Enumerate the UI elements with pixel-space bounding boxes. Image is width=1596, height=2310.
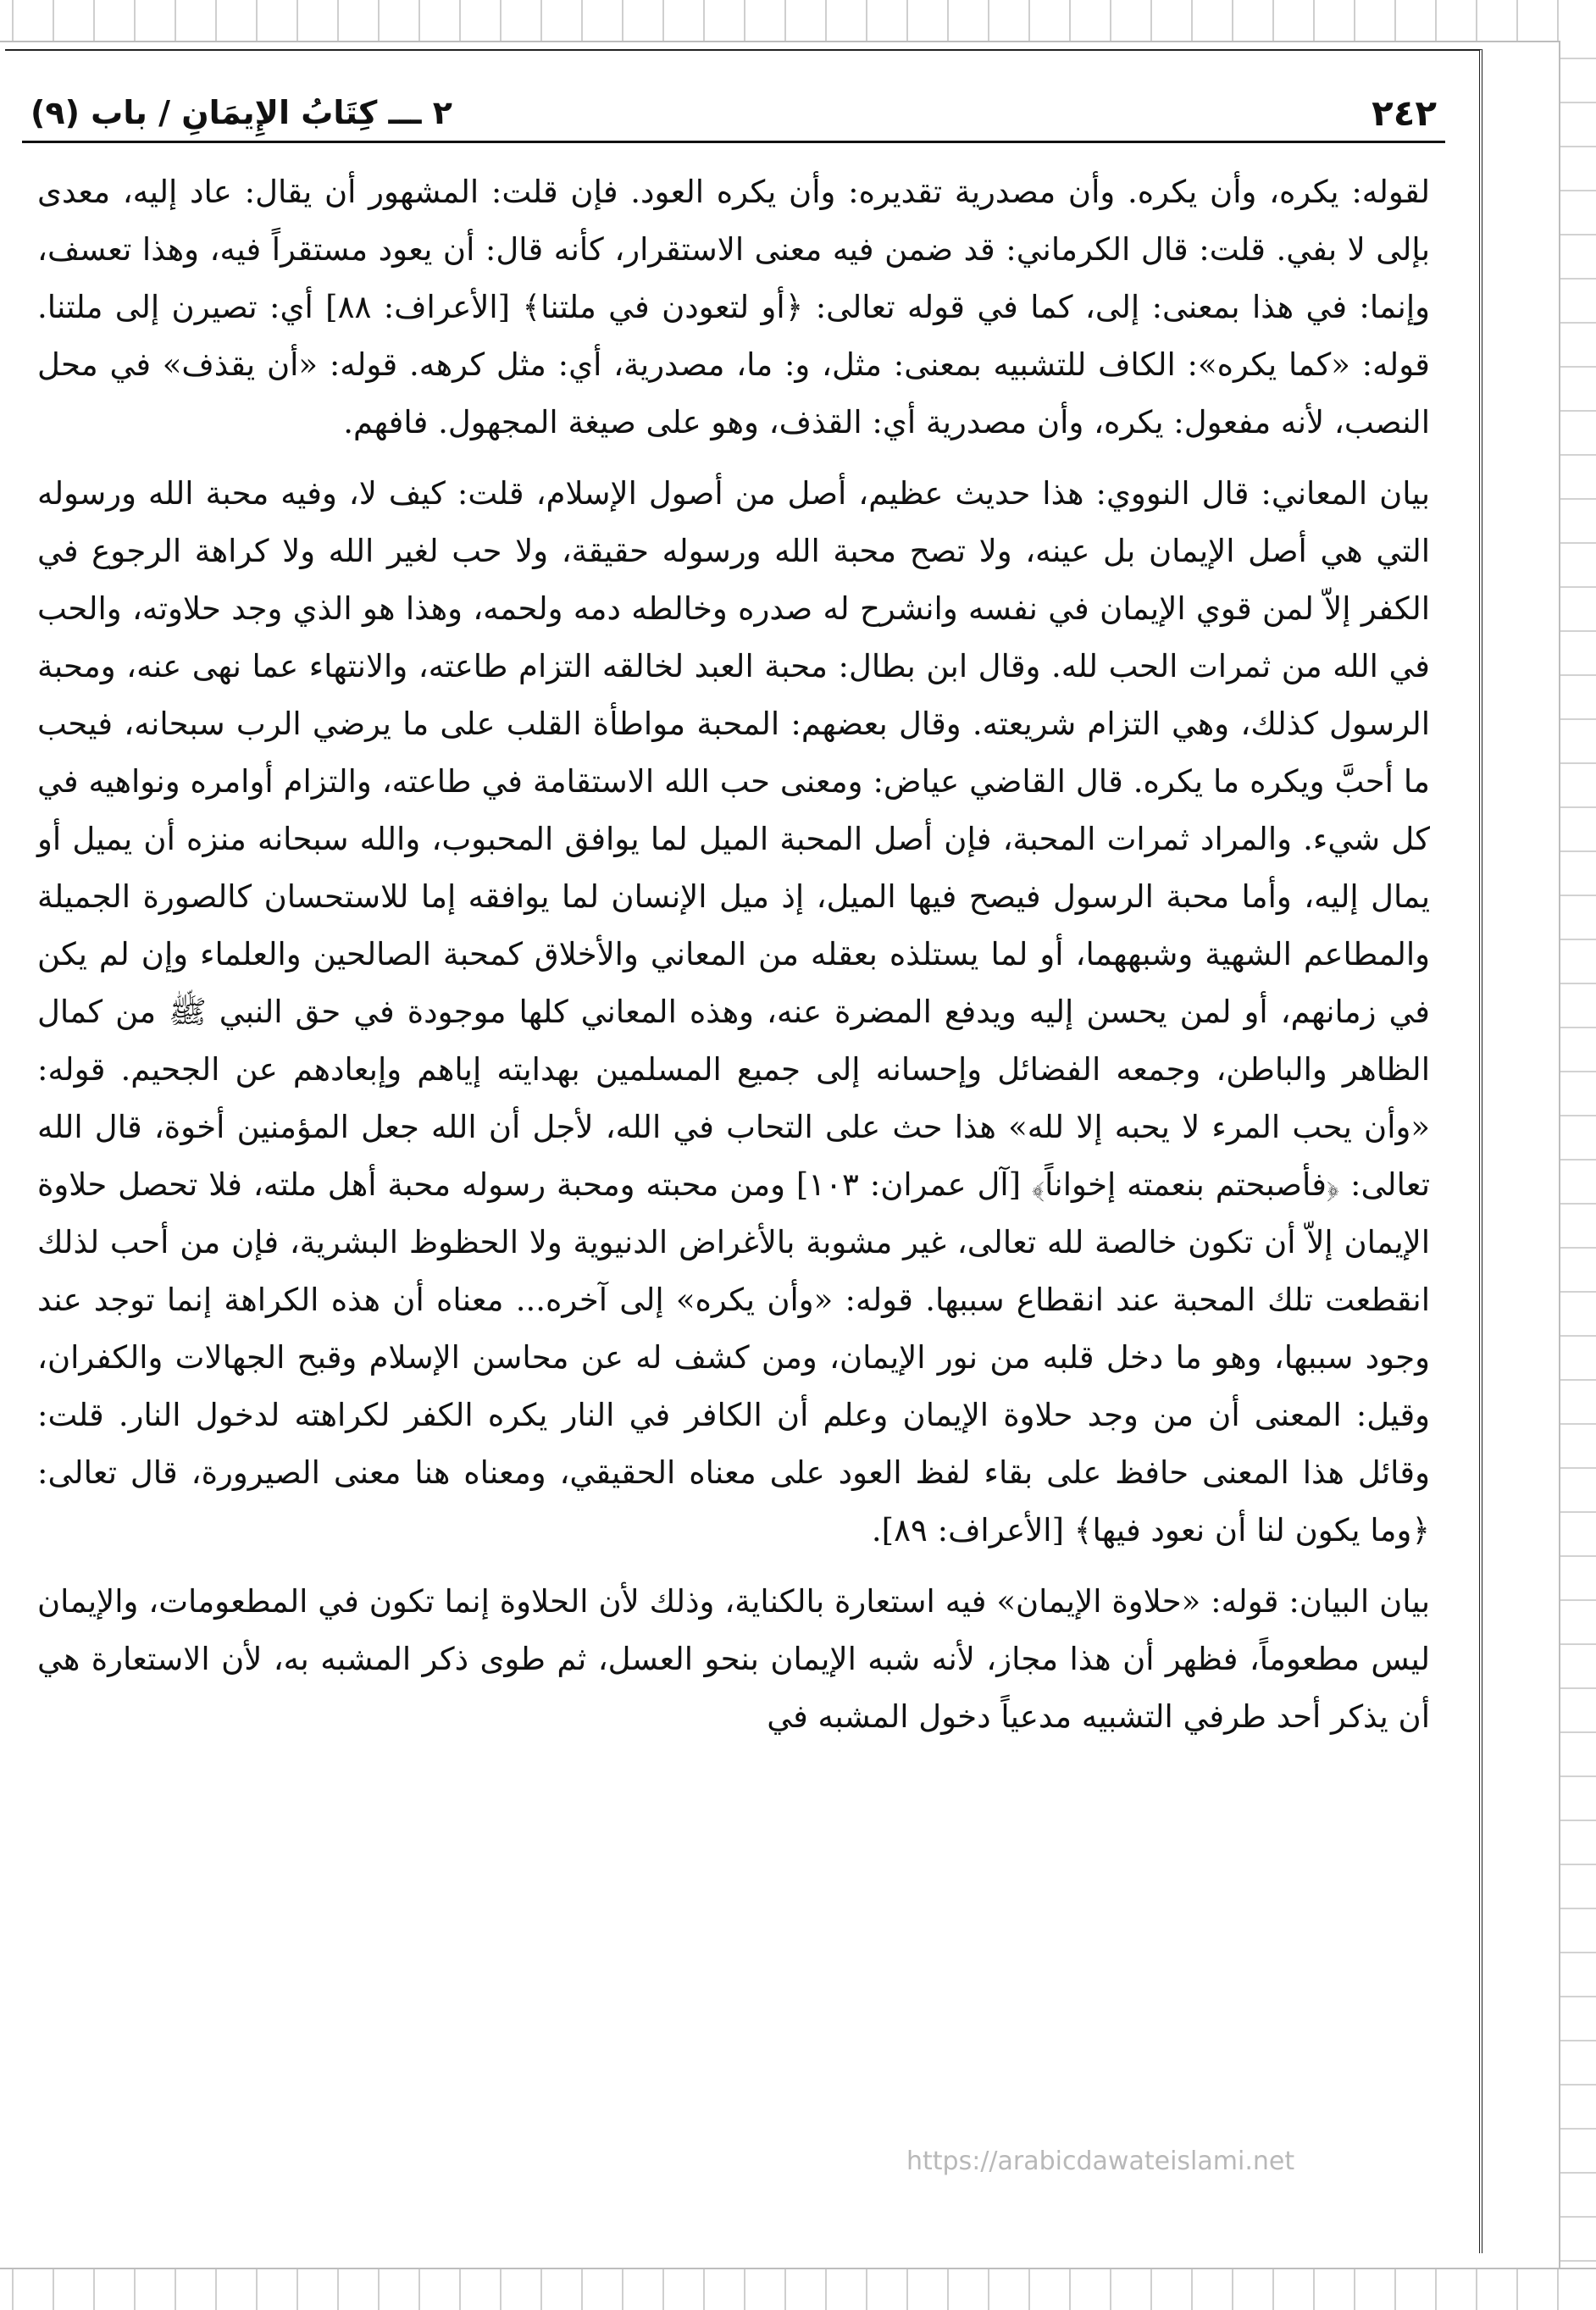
scan-border-bottom	[0, 2268, 1596, 2310]
watermark: https://arabicdawateislami.net	[906, 2147, 1295, 2176]
paragraph-3: بيان البيان: قوله: «حلاوة الإيمان» فيه استعارة بالكناية، وذلك لأن الحلاوة إنما تكون في المطعومات، والإيمان ليس مطعوماً، فظهر أن هذا مجاز، لأنه شبه الإيمان بنحو العسل، ثم طوى ذكر المشبه به، لأن الاستعارة هي أن يذكر أحد طرفي التشبيه مدعياً دخول المشبه في	[37, 1583, 1430, 1735]
scan-border-right	[1559, 41, 1596, 2269]
page-header	[22, 85, 1445, 143]
scan-border-top	[0, 0, 1596, 42]
book-page	[22, 85, 1445, 2219]
paragraph-1: لقوله: يكره، وأن يكره. وأن مصدرية تقديره: وأن يكره العود. فإن قلت: المشهور أن يقال: عاد إليه، معدى بإلى لا بفي. قلت: قال الكرماني: قد ضمن فيه معنى الاستقرار، كأنه قال: أن يعود مستقراً فيه، وهذا تعسف، وإنما: في هذا بمعنى: إلى، كما في قوله تعالى: ﴿أو لتعودن في ملتنا﴾ [الأعراف: ٨٨] أي: تصيرن إلى ملتنا. قوله: «كما يكره»: الكاف للتشبيه بمعنى: مثل، و: ما، مصدرية، أي: مثل كرهه. قوله: «أن يقذف» في محل النصب، لأنه مفعول: يكره، وأن مصدرية أي: القذف، وهو على صيغة المجهول. فافهم.	[37, 174, 1430, 440]
page-number: ٢٤٢	[1372, 91, 1437, 134]
page-content	[22, 163, 1445, 1746]
paragraph-2: بيان المعاني: قال النووي: هذا حديث عظيم، أصل من أصول الإسلام، قلت: كيف لا، وفيه محبة الله ورسوله التي هي أصل الإيمان بل عينه، ولا تصح محبة الله ورسوله حقيقة، ولا حب لغير الله ولا كراهة الرجوع في الكفر إلاّ لمن قوي الإيمان في نفسه وانشرح له صدره وخالطه دمه ولحمه، وهذا هو الذي وجد حلاوته، والحب في الله من ثمرات الحب لله. وقال ابن بطال: محبة العبد لخالقه التزام طاعته، والانتهاء عما نهى عنه، ومحبة الرسول كذلك، وهي التزام شريعته. وقال بعضهم: المحبة مواطأة القلب على ما يرضي الرب سبحانه، فيحب ما أحبَّ ويكره ما يكره. قال القاضي عياض: ومعنى حب الله الاستقامة في طاعته، والتزام أوامره ونواهيه في كل شيء. والمراد ثمرات المحبة، فإن أصل المحبة الميل لما يوافق المحبوب، والله سبحانه منزه أن يميل أو يمال إليه، وأما محبة الرسول فيصح فيها الميل، إذ ميل الإنسان لما يوافقه إما للاستحسان كالصورة الجميلة والمطاعم الشهية وشبههما، أو لما يستلذه بعقله من المعاني والأخلاق كمحبة الصالحين والعلماء وإن لم يكن في زمانهم، أو لمن يحسن إليه ويدفع المضرة عنه، وهذه المعاني كلها موجودة في حق النبي ﷺ من كمال الظاهر والباطن، وجمعه الفضائل وإحسانه إلى جميع المسلمين بهدايته إياهم وإبعادهم عن الجحيم. قوله: «وأن يحب المرء لا يحبه إلا لله» هذا حث على التحاب في الله، لأجل أن الله جعل المؤمنين أخوة، قال الله تعالى: ﴿فأصبحتم بنعمته إخواناً﴾ [آل عمران: ١٠٣] ومن محبته ومحبة رسوله محبة أهل ملته، فلا تحصل حلاوة الإيمان إلاّ أن تكون خالصة لله تعالى، غير مشوبة بالأغراض الدنيوية ولا الحظوظ البشرية، فإن من أحب لذلك انقطعت تلك المحبة عند انقطاع سببها. قوله: «وأن يكره» إلى آخره... معناه أن هذه الكراهة إنما توجد عند وجود سببها، وهو ما دخل قلبه من نور الإيمان، ومن كشف له عن محاسن الإسلام وقبح الجهالات والكفران، وقيل: المعنى أن من وجد حلاوة الإيمان وعلم أن الكافر في النار يكره الكفر لكراهته لدخول النار. قلت: وقائل هذا المعنى حافظ على بقاء لفظ العود على معناه الحقيقي، ومعناه هنا معنى الصيرورة، قال تعالى: ﴿وما يكون لنا أن نعود فيها﴾ [الأعراف: ٨٩].	[37, 475, 1431, 1548]
running-title: ٢ ـــ كِتَابُ الإِيمَانِ / باب (٩)	[30, 94, 452, 131]
